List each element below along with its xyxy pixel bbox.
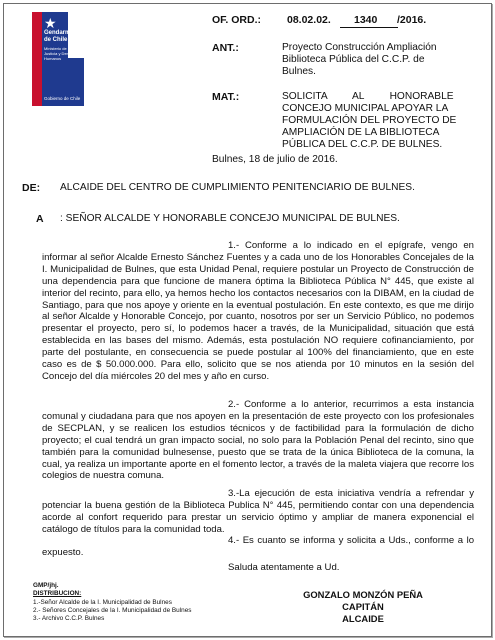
ord-label: OF. ORD.: <box>212 14 261 26</box>
logo-ministry: Ministerio de Justicia y Derechos Humanos <box>44 46 79 61</box>
ant-line-2: Biblioteca Pública del C.C.P. de <box>282 54 425 65</box>
ord-prefix: 08.02.02. <box>287 14 331 26</box>
paragraph-2 <box>42 399 474 482</box>
ord-year: /2016. <box>397 14 427 26</box>
date-line: Bulnes, 18 de julio de 2016. <box>212 154 338 165</box>
mat-line-4: AMPLIACIÓN DE LA BIBLIOTECA <box>282 127 440 138</box>
signature-name: GONZALO MONZÓN PEÑA <box>303 589 423 600</box>
mat-line-2: CONCEJO MUNICIPAL APOYAR LA <box>282 103 449 114</box>
distribution-item-3: 3.- Archivo C.C.P. Bulnes <box>33 615 105 622</box>
paragraph-1-text: 1.- Conforme a lo indicado en el epígrafe, vengo en informar al señor Alcalde Ernesto Sánchez Fuentes y a cada uno de los Honorables Concejales de la I. Municipalidad de Bulnes, que esta Unidad Penal, requiere postular un Proyecto de Construcción de una dependencia para que funcione de manera óptima la Biblioteca Pública N° 445, que existe al interior del recinto, para ello, ya hemos hecho los contactos necesarios con la DIBAM, en la ciudad de Santiago, para que nos apoye y oriente en la eventual postulación. En este contexto, es que me dirijo al señor Alcalde y Honorable Concejo, por cuanto, nosotros por ser un Servicio Público, no podemos presentar el proyecto, pero sí, lo podemos hacer a través, de la Municipalidad, situación que está establecida en las bases del mismo. Además, esta postulación NO requiere cofinanciamiento, por parte del postulante, en consecuencia se puede postular al 100% del financiamiento, que en este caso es de $ 50.000.000. Para ello, solicito que se nos atienda por 10 minutos en la sesión del Concejo del día miércoles 20 del mes y año en curso. <box>42 240 474 382</box>
ord-number: 1340 <box>354 14 378 26</box>
signature-title: ALCAIDE <box>342 613 384 624</box>
paragraph-3-text: 3.-La ejecución de esta iniciativa vendría a refrendar y potenciar la buena gestión de la Biblioteca Publica N° 445, permitiendo contar con una dependencia acorde al confort requerido para prestar un servicio óptimo y ampliar de manera exponencial el catálogo de títulos para la comunidad toda. <box>42 488 474 535</box>
mat-label: MAT.: <box>212 91 240 103</box>
logo-red-bar <box>32 12 42 106</box>
mat-line-3: FORMULACIÓN DEL PROYECTO DE <box>282 115 457 126</box>
paragraph-4-text: 4.- Es cuanto se informa y solicita a Uds., conforme a lo expuesto. <box>42 535 474 558</box>
distribution-label: DISTRIBUCION: <box>33 590 82 597</box>
mat-line-1: SOLICITA AL HONORABLE <box>282 91 454 102</box>
paragraph-2-text: 2.- Conforme a lo anterior, recurrimos a esta instancia comunal y ciudadana para que nos apoyen en la presentación de este proyecto con los profesionales de SECPLAN, y se realicen los estudios técnicos y de factibilidad para la formulación de dicho proyecto; el cual tendrá un gran impacto social, no solo para la Población Penal del recinto, sino que también para la comunidad bulnesense, puesto que se trata de la única Biblioteca de la comuna, la cual, ya realiza un importante aporte en el fomento lector, a través de la maleta viajera que recorre los colegios de nuestra comuna. <box>42 399 474 482</box>
ord-underline <box>340 27 398 28</box>
ant-label: ANT.: <box>212 42 239 54</box>
mat-line-5: PÚBLICA DEL C.C.P. DE BULNES. <box>282 139 443 150</box>
logo-institution: Gendarmería de Chile <box>44 30 82 43</box>
signature-rank: CAPITÁN <box>342 601 384 612</box>
distribution-item-2: 2.- Señores Concejales de la I. Municipalidad de Bulnes <box>33 607 192 614</box>
star-icon: ★ <box>44 15 57 31</box>
de-text: ALCAIDE DEL CENTRO DE CUMPLIMIENTO PENITENCIARIO DE BULNES. <box>60 182 415 193</box>
paragraph-4 <box>42 535 474 559</box>
distribution-item-1: 1.-Señor Alcalde de la I. Municipalidad de Bulnes <box>33 599 172 606</box>
a-label: A <box>36 213 44 225</box>
paragraph-1 <box>42 240 474 383</box>
paragraph-3 <box>42 488 474 536</box>
ant-line-1: Proyecto Construcción Ampliación <box>282 42 437 53</box>
closing-line: Saluda atentamente a Ud. <box>228 562 340 573</box>
de-label: DE: <box>22 182 41 194</box>
initials: GMP/jhj. <box>33 582 59 589</box>
a-text: : SEÑOR ALCALDE Y HONORABLE CONCEJO MUNICIPAL DE BULNES. <box>60 213 400 224</box>
logo-government: Gobierno de Chile <box>44 96 81 101</box>
ant-line-3: Bulnes. <box>282 66 316 77</box>
